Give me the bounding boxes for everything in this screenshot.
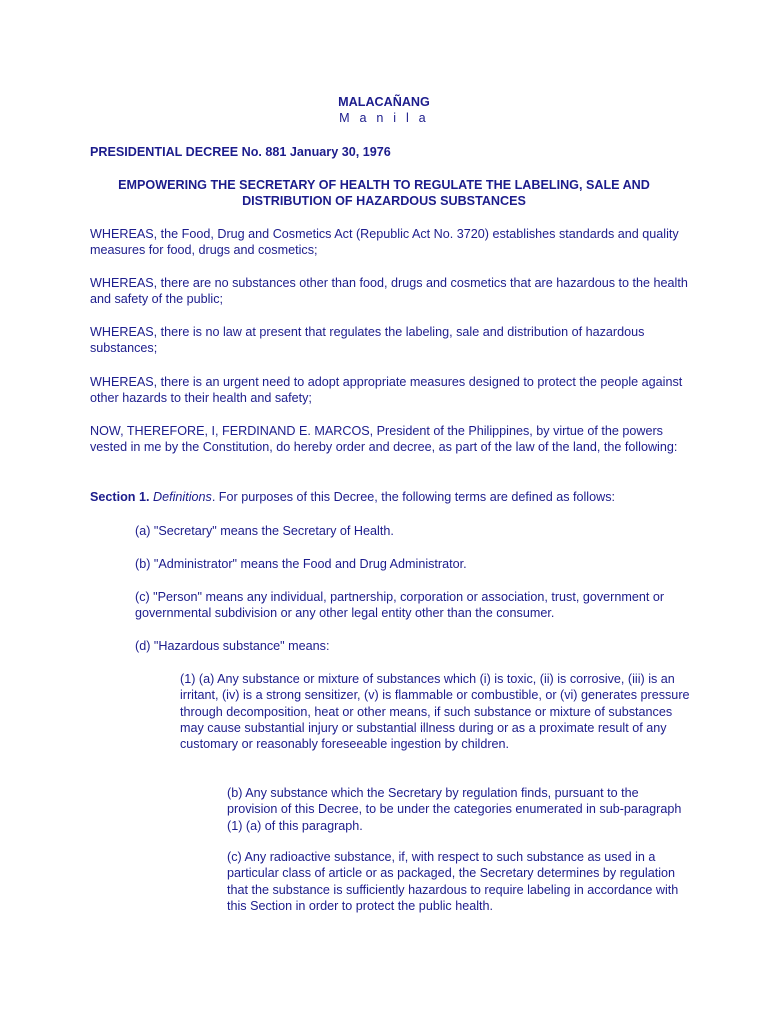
definition-d-1c: (c) Any radioactive substance, if, with respect to such substance as used in a particular class of article or as packaged, the Secretary determines by regulation that the substance is sufficiently hazardous to require labeling in accordance with this Section in order to protect the public health.: [227, 850, 679, 913]
city-heading: M a n i l a: [339, 111, 429, 125]
decree-title-line1: EMPOWERING THE SECRETARY OF HEALTH TO REGULATE THE LABELING, SALE AND: [118, 178, 650, 192]
definition-a: (a) "Secretary" means the Secretary of Health.: [135, 524, 394, 538]
decree-number: PRESIDENTIAL DECREE No. 881 January 30, 1976: [90, 145, 391, 159]
now-therefore-clause: NOW, THEREFORE, I, FERDINAND E. MARCOS, President of the Philippines, by virtue of the powers vested in me by the Constitution, do hereby order and decree, as part of the law of the land, the following:: [90, 424, 678, 455]
section-1-label: Section 1.: [90, 490, 150, 504]
section-1: [90, 489, 690, 505]
definition-b: (b) "Administrator" means the Food and Drug Administrator.: [135, 557, 467, 571]
whereas-clause-4: WHEREAS, there is an urgent need to adopt appropriate measures designed to protect the people against other hazards to their health and safety;: [90, 375, 683, 406]
section-1-heading: Definitions: [153, 490, 212, 504]
whereas-clause-2: WHEREAS, there are no substances other than food, drugs and cosmetics that are hazardous to the health and safety of the public;: [90, 276, 688, 307]
whereas-clause-3: WHEREAS, there is no law at present that regulates the labeling, sale and distribution of hazardous substances;: [90, 325, 645, 356]
decree-title-line2: DISTRIBUTION OF HAZARDOUS SUBSTANCES: [242, 194, 526, 208]
definition-d-1a: (1) (a) Any substance or mixture of substances which (i) is toxic, (ii) is corrosive, (iii) is an irritant, (iv) is a strong sensitizer, (v) is flammable or combustible, or (vi) generates pressure through decomposition, heat or other means, if such substance or mixture of substances may cause substantial injury or substantial illness during or as a proximate result of any customary or reasonably foreseeable ingestion by children.: [180, 672, 690, 752]
office-heading: MALACAÑANG: [338, 95, 430, 109]
definition-c: (c) "Person" means any individual, partnership, corporation or association, trust, government or governmental subdivision or any other legal entity other than the consumer.: [135, 590, 665, 621]
section-1-text: . For purposes of this Decree, the following terms are defined as follows:: [211, 490, 616, 504]
whereas-clause-1: WHEREAS, the Food, Drug and Cosmetics Act (Republic Act No. 3720) establishes standards and quality measures for food, drugs and cosmetics;: [90, 227, 679, 258]
definition-d: (d) "Hazardous substance" means:: [135, 639, 330, 653]
definition-d-1b: (b) Any substance which the Secretary by regulation finds, pursuant to the provision of this Decree, to be under the categories enumerated in sub-paragraph (1) (a) of this paragraph.: [227, 786, 682, 833]
